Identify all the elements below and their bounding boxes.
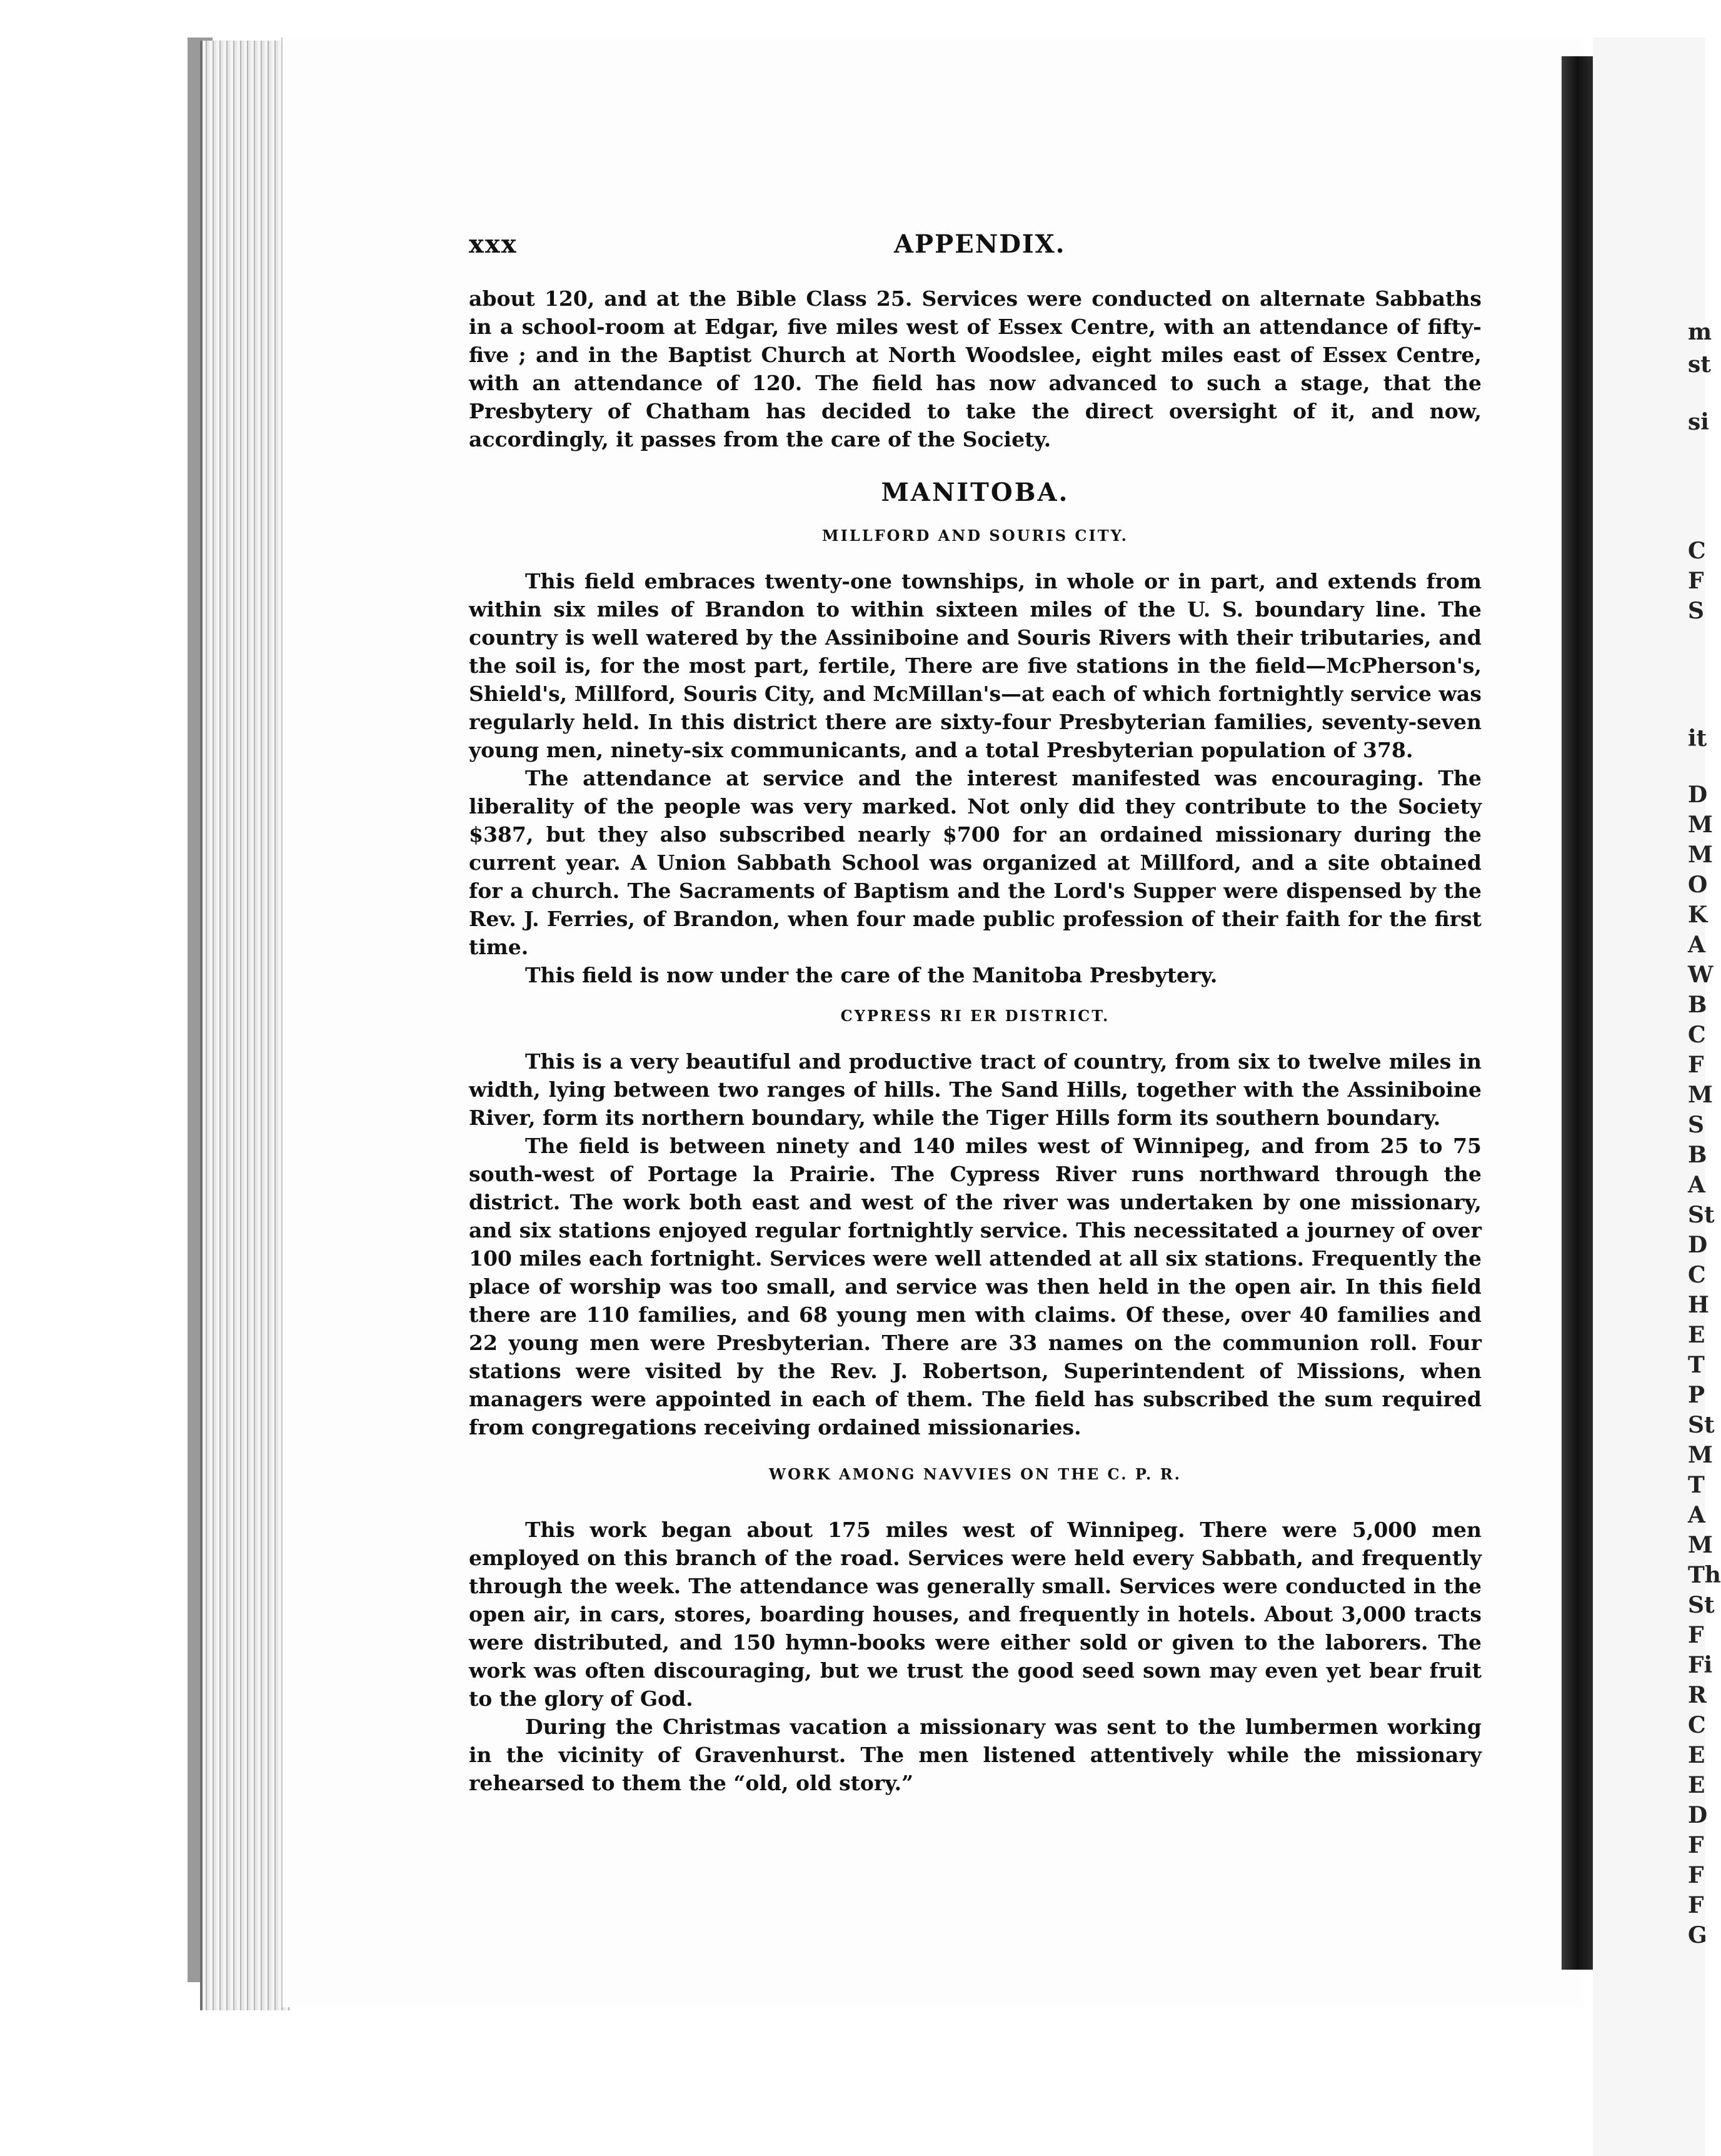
facing-page-fragment: St xyxy=(1688,1202,1715,1228)
facing-page-fragment: m xyxy=(1688,319,1712,345)
section-title-manitoba: MANITOBA. xyxy=(881,478,1070,507)
facing-page-fragment: A xyxy=(1688,1172,1705,1198)
body-paragraph: This field embraces twenty-one townships, in whole or in part, and extends from within six miles of Brandon to within sixteen miles of the U. S. boundary line. The country is well watered by the Assiniboine and Souris Rivers with their tributaries, and the soil is, for the most part, fertile, There are five stations in the field—McPherson's, Shield's, Millford, Souris City, and McMillan's—at each of which fortnightly service was regularly held. In this district there are sixty-four Presbyterian families, seventy-seven young men, ninety-six communicants, and a total Presbyterian population of 378. xyxy=(469,569,1482,762)
facing-page-fragment: F xyxy=(1688,568,1704,594)
page-body xyxy=(469,285,1482,1797)
body-paragraph: This work began about 175 miles west of Winnipeg. There were 5,000 men employed on this branch of the road. Services were held every Sabbath, and frequently through the week. The attendance was generally small. Services were conducted in the open air, in cars, stores, boarding houses, and frequently in hotels. About 3,000 tracts were distributed, and 150 hymn-books were either sold or given to the laborers. The work was often discouraging, but we trust the good seed sown may even yet bear fruit to the glory of God. xyxy=(469,1518,1482,1711)
gutter-shadow xyxy=(1562,56,1593,1970)
body-paragraph: The field is between ninety and 140 miles west of Winnipeg, and from 25 to 75 south-west of Portage la Prairie. The Cypress River runs northward through the district. The work both east and west of the river was undertaken by one missionary, and six stations enjoyed regular fortnightly service. This necessitated a journey of over 100 miles each fortnight. Services were well attended at all six stations. Frequently the place of worship was too small, and service was then held in the open air. In this field there are 110 families, and 68 young men with claims. Of these, over 40 families and 22 young men were Presbyterian. There are 33 names on the communion roll. Four stations were visited by the Rev. J. Robertson, Superintendent of Missions, when managers were appointed in each of them. The field has subscribed the sum required from congregations receiving ordained missionaries. xyxy=(469,1134,1482,1439)
facing-page-fragment: R xyxy=(1688,1682,1707,1708)
facing-page-fragment: W xyxy=(1688,962,1713,988)
facing-page-fragment: K xyxy=(1688,902,1708,928)
subsection-heading: WORK AMONG NAVVIES ON THE C. P. R. xyxy=(768,1465,1182,1483)
facing-page-fragment: E xyxy=(1688,1772,1705,1798)
facing-page-fragment: G xyxy=(1688,1922,1707,1948)
intro-paragraph: about 120, and at the Bible Class 25. Services were conducted on alternate Sabbaths in a school-room at Edgar, five miles west of Essex Centre, with an attendance of fifty-five ; and in the Baptist Church at North Woodslee, eight miles east of Essex Centre, with an attendance of 120. The field has now advanced to such a stage, that the Presbytery of Chatham has decided to take the direct oversight of it, and now, accordingly, it passes from the care of the Society. xyxy=(469,286,1482,451)
facing-page-fragment: B xyxy=(1688,992,1707,1018)
facing-page-fragment: St xyxy=(1688,1592,1715,1618)
body-paragraph: This field is now under the care of the Manitoba Presbytery. xyxy=(525,963,1218,987)
facing-page-fragment: it xyxy=(1688,725,1707,752)
facing-page-fragment: M xyxy=(1688,842,1713,868)
facing-page-fragment: Fi xyxy=(1688,1652,1713,1678)
facing-page-fragment: T xyxy=(1688,1472,1705,1498)
body-paragraph: During the Christmas vacation a missionary was sent to the lumbermen working in the vicinity of Gravenhurst. The men listened attentively while the missionary rehearsed to them the “old, old story.” xyxy=(469,1715,1482,1795)
facing-page-fragment: A xyxy=(1688,932,1705,958)
facing-page-fragment: st xyxy=(1688,351,1711,378)
facing-page-fragment: C xyxy=(1688,538,1706,564)
facing-page-fragment: D xyxy=(1688,782,1708,808)
page-stack-edges xyxy=(200,41,290,2010)
page-header xyxy=(469,229,1078,267)
facing-page-fragment: St xyxy=(1688,1412,1715,1438)
running-head: APPENDIX. xyxy=(894,229,1066,259)
page-number: xxx xyxy=(469,229,518,259)
facing-page-fragment: Th xyxy=(1688,1562,1721,1588)
facing-page-fragment: M xyxy=(1688,812,1713,838)
facing-page-fragment: H xyxy=(1688,1292,1710,1318)
facing-page-fragment: C xyxy=(1688,1022,1706,1048)
facing-page-fragment: P xyxy=(1688,1382,1705,1408)
facing-page-fragment: F xyxy=(1688,1892,1704,1918)
facing-page-fragment: S xyxy=(1688,598,1704,624)
facing-page-fragment: O xyxy=(1688,872,1708,898)
facing-page-fragment: D xyxy=(1688,1802,1708,1828)
facing-page-fragment: A xyxy=(1688,1502,1705,1528)
facing-page-fragment: D xyxy=(1688,1232,1708,1258)
subsection-heading: MILLFORD AND SOURIS CITY. xyxy=(822,526,1128,545)
body-paragraph: The attendance at service and the interest manifested was encouraging. The liberality of the people was very marked. Not only did they contribute to the Society $387, but they also subscribed nearly $700 for an ordained missionary during the current year. A Union Sabbath School was organized at Millford, and a site obtained for a church. The Sacraments of Baptism and the Lord's Supper were dispensed by the Rev. J. Ferries, of Brandon, when four made public profession of their faith for the first time. xyxy=(469,766,1482,959)
facing-page-fragment: C xyxy=(1688,1712,1706,1738)
facing-page-fragment: F xyxy=(1688,1622,1704,1648)
body-paragraph: This is a very beautiful and productive tract of country, from six to twelve miles in width, lying between two ranges of hills. The Sand Hills, together with the Assiniboine River, form its northern boundary, while the Tiger Hills form its southern boundary. xyxy=(469,1049,1482,1130)
subsection-heading: CYPRESS RI ER DISTRICT. xyxy=(840,1007,1110,1025)
facing-page-fragment: F xyxy=(1688,1862,1704,1888)
facing-page-fragment: M xyxy=(1688,1442,1713,1468)
facing-page-fragment: E xyxy=(1688,1742,1705,1768)
facing-page-fragment: M xyxy=(1688,1082,1713,1108)
facing-page-fragment: C xyxy=(1688,1262,1706,1288)
facing-page-fragment: F xyxy=(1688,1052,1704,1078)
facing-page-fragment: M xyxy=(1688,1532,1713,1558)
facing-page-fragment: F xyxy=(1688,1832,1704,1858)
facing-page-fragment: S xyxy=(1688,1112,1704,1138)
facing-page-fragment: si xyxy=(1688,409,1709,435)
facing-page-fragment: B xyxy=(1688,1142,1707,1168)
facing-page-fragment: E xyxy=(1688,1322,1705,1348)
facing-page-fragment: T xyxy=(1688,1352,1705,1378)
